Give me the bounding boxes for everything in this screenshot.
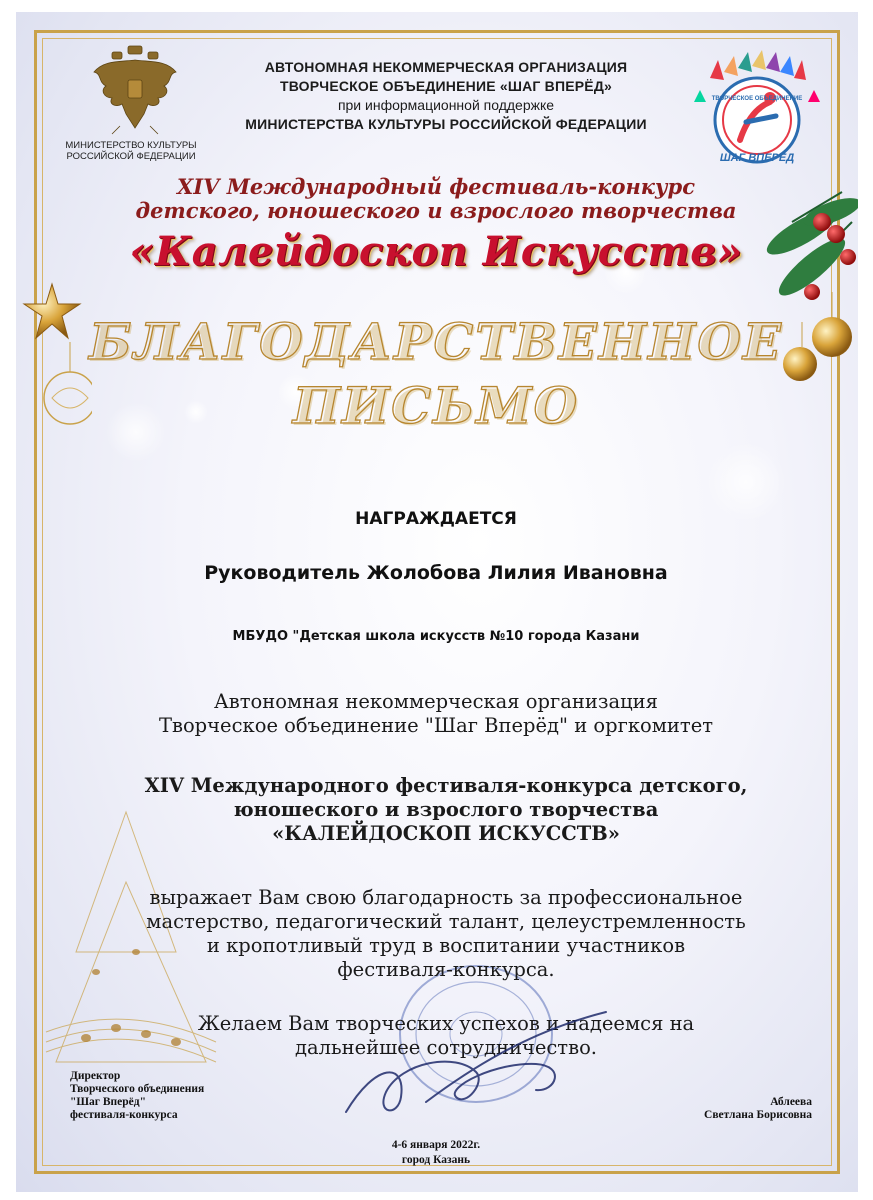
footer-date: 4-6 января 2022г.	[391, 1139, 481, 1151]
body-festival-line: XIV Международного фестиваля-конкурса детского,	[144, 774, 748, 797]
festival-name: «Калейдоскоп Искусств»	[129, 228, 743, 275]
signature-left	[70, 1070, 270, 1122]
award-recipient: Руководитель Жолобова Лилия Ивановна	[204, 562, 668, 584]
header-organization	[216, 58, 676, 134]
body-gratitude	[76, 886, 816, 982]
star-ornament-left	[22, 282, 92, 432]
signature-left-line: "Шаг Вперёд"	[70, 1096, 146, 1108]
header-org-line: АВТОНОМНАЯ НЕКОММЕРЧЕСКАЯ ОРГАНИЗАЦИЯ	[264, 59, 628, 75]
document-title-line1: БЛАГОДАРСТВЕННОЕ	[88, 312, 784, 371]
body-festival-line: «КАЛЕЙДОСКОП ИСКУССТВ»	[272, 822, 620, 845]
body-org-line: Творческое объединение "Шаг Вперёд" и оргкомитет	[158, 714, 714, 737]
award-institution: МБУДО "Детская школа искусств №10 города Казани	[232, 629, 640, 644]
body-festival-line: юношеского и взрослого творчества	[233, 798, 659, 821]
ministry-caption-line: МИНИСТЕРСТВО КУЛЬТУРЫ	[65, 140, 197, 151]
document-title-line2: ПИСЬМО	[292, 376, 580, 435]
body-org-line: Автономная некоммерческая организация	[214, 690, 658, 713]
body-gratitude-line: и кропотливый труд в воспитании участников	[206, 934, 686, 957]
ministry-caption-line: РОССИЙСКОЙ ФЕДЕРАЦИИ	[66, 151, 196, 162]
body-organization	[76, 690, 796, 738]
festival-title-line2: детского, юношеского и взрослого творчества	[135, 198, 737, 223]
header-org-line: при информационной поддержке	[337, 97, 555, 113]
body-wish-line: дальнейшее сотрудничество.	[294, 1036, 598, 1059]
award-label: НАГРАЖДАЕТСЯ	[355, 509, 517, 529]
signature-left-line: Творческого объединения	[70, 1083, 205, 1095]
ministry-caption	[56, 140, 206, 162]
body-gratitude-line: фестиваля-конкурса.	[337, 958, 555, 981]
logo-caption-top: ТВОРЧЕСКОЕ ОБЪЕДИНЕНИЕ	[711, 96, 803, 102]
body-gratitude-line: выражает Вам свою благодарность за профессиональное	[149, 886, 743, 909]
signature-right	[616, 1096, 812, 1122]
body-gratitude-line: мастерство, педагогический талант, целеустремленность	[146, 910, 746, 933]
signature-right-line: Светлана Борисовна	[704, 1109, 812, 1121]
header-org-line: ТВОРЧЕСКОЕ ОБЪЕДИНЕНИЕ «ШАГ ВПЕРЁД»	[279, 78, 613, 94]
header-org-line: МИНИСТЕРСТВА КУЛЬТУРЫ РОССИЙСКОЙ ФЕДЕРАЦИИ	[245, 116, 647, 132]
logo-caption-bottom: ШАГ ВПЕРЁД	[719, 152, 795, 164]
signature-right-line: Аблеева	[770, 1096, 812, 1108]
coat-of-arms-emblem	[90, 42, 180, 137]
signature-left-line: Директор	[70, 1070, 121, 1082]
signature-left-line: фестиваля-конкурса	[70, 1109, 178, 1121]
footer-city: город Казань	[401, 1154, 471, 1166]
festival-title-line1: XIV Международный фестиваль-конкурс	[176, 174, 696, 199]
body-wish-line: Желаем Вам творческих успехов и надеемся на	[197, 1012, 695, 1035]
handwritten-signature	[306, 1002, 626, 1132]
certificate-sheet	[16, 12, 858, 1192]
